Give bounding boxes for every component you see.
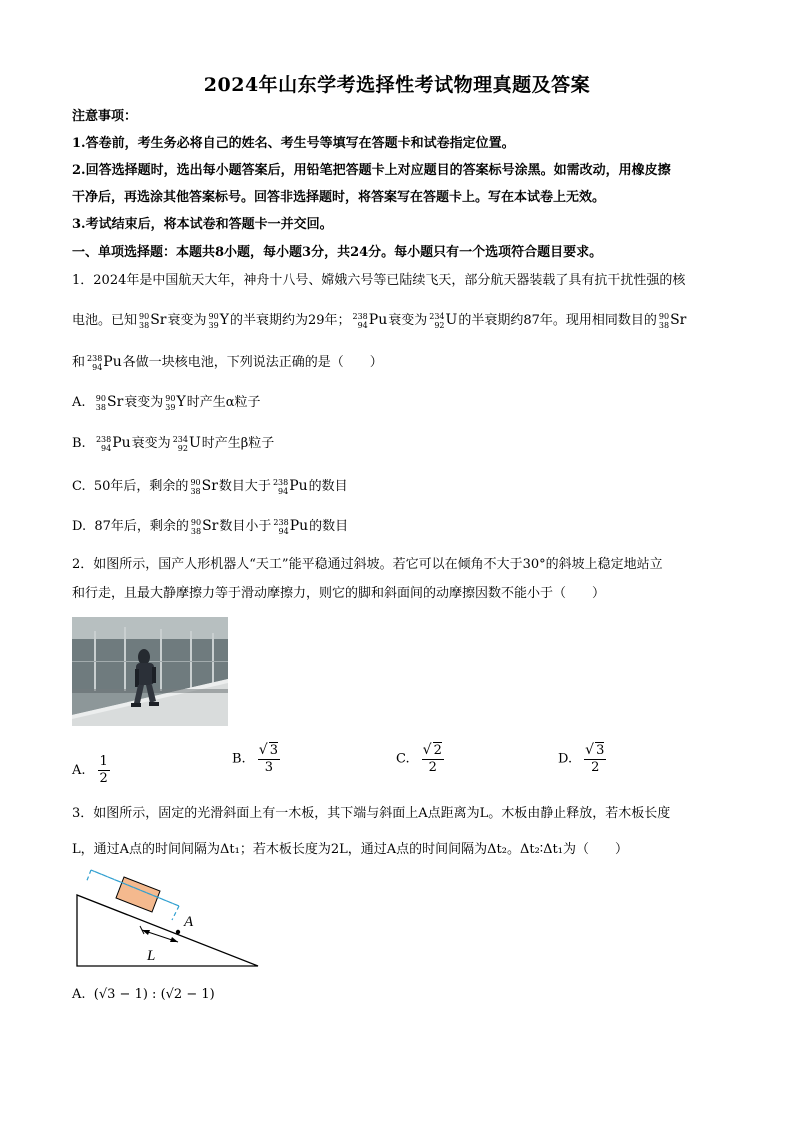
nuclide-sr: 90 38 Sr: [139, 311, 167, 330]
nuclide-pu: 238 94 Pu: [272, 477, 308, 496]
nuclide-y: 90 39 Y: [165, 393, 186, 412]
q2-line1: 2．如图所示，国产人形机器人“天工”能平稳通过斜坡。若它可以在倾角不大于30°的斜坡上稳定地站立: [72, 557, 663, 572]
nuclide-pu: 238 94 Pu: [95, 434, 131, 453]
q2-option-d[interactable]: D. √ $\frac{3}{2}$: [558, 743, 606, 776]
q1-option-d[interactable]: D. 87年后，剩余的 90 38 Sr数目小于 238 94 Pu的数目: [72, 517, 349, 536]
nuclide-sr: 90 38 Sr: [190, 477, 218, 496]
point-a-marker: [176, 930, 180, 934]
nuclide-y: 90 39 Y: [208, 311, 229, 330]
incline-diagram: [72, 868, 262, 970]
q1-option-a[interactable]: A. 90 38 Sr衰变为 90 39 Y时产生α粒子: [72, 393, 261, 412]
incline-figure: [72, 868, 262, 970]
nuclide-sr: 90 38 Sr: [95, 393, 124, 412]
wooden-plank: [116, 877, 160, 912]
nuclide-sr: 90 38 Sr: [190, 517, 219, 536]
q2-option-a[interactable]: A. $\frac{1}{2}$: [72, 754, 108, 786]
notice-item-2: 2.回答选择题时，选出每小题答案后，用铅笔把答题卡上对应题目的答案标号涂黑。如需改动，用橡皮擦: [72, 163, 671, 178]
q1-option-b[interactable]: B. 238 94 Pu衰变为 234 92 U时产生β粒子: [72, 434, 275, 453]
nuclide-u: 234 92 U: [172, 434, 201, 453]
q3-line2: L，通过A点的时间间隔为Δt₁；若木板长度为2L，通过A点的时间间隔为Δt₂。Δt₂∶Δt₁为（ ）: [72, 842, 628, 857]
nuclide-pu: 238 94 Pu: [273, 517, 309, 536]
q2-option-b[interactable]: B. √ $\frac{3}{3}$: [232, 743, 280, 776]
q1-line3: 和 238 94 Pu各做一块核电池，下列说法正确的是（ ）: [72, 353, 383, 372]
page-title: 2024年山东学考选择性考试物理真题及答案: [203, 74, 591, 96]
robot-on-slope-image: [72, 617, 228, 726]
q3-option-a[interactable]: A. (√3 − 1) : (√2 − 1): [72, 987, 215, 1002]
notice-item-1: 1.答卷前，考生务必将自己的姓名、考生号等填写在答题卡和试卷指定位置。: [72, 136, 515, 151]
q1-line1: 1．2024年是中国航天大年，神舟十八号、嫦娥六号等已陆续飞天，部分航天器装载了具有抗干扰性强的核: [72, 273, 686, 288]
notice-heading: 注意事项：: [72, 109, 138, 124]
robot-photo: [72, 617, 228, 726]
nuclide-pu: 238 94 Pu: [352, 311, 388, 330]
q1-line2: 电池。已知 90 38 Sr衰变为 90 39 Y的半衰期约为29年； 238 94 Pu衰变为 234 92 U的半衰期约87年。现用相同数目的 90 38 Sr: [72, 311, 687, 330]
nuclide-u: 234 92 U: [429, 311, 458, 330]
q2-option-c[interactable]: C. √ $\frac{2}{2}$: [396, 743, 444, 776]
q1-option-c[interactable]: C. 50年后，剩余的 90 38 Sr数目大于 238 94 Pu的数目: [72, 477, 348, 496]
notice-item-3: 3.考试结束后，将本试卷和答题卡一并交回。: [72, 217, 333, 232]
q2-line2: 和行走，且最大静摩擦力等于滑动摩擦力，则它的脚和斜面间的动摩擦因数不能小于（ ）: [72, 586, 606, 601]
nuclide-pu: 238 94 Pu: [87, 353, 122, 372]
label-a: A: [184, 914, 194, 930]
notice-item-2-cont: 干净后，再选涂其他答案标号。回答非选择题时，将答案写在答题卡上。写在本试卷上无效。: [72, 190, 606, 205]
label-l: L: [147, 948, 156, 964]
q3-line1: 3．如图所示，固定的光滑斜面上有一木板，其下端与斜面上A点距离为L。木板由静止释放，若木板长度: [72, 806, 671, 821]
nuclide-sr: 90 38 Sr: [658, 311, 687, 330]
section-heading: 一、单项选择题：本题共8小题，每小题3分，共24分。每小题只有一个选项符合题目要求。: [72, 245, 603, 260]
